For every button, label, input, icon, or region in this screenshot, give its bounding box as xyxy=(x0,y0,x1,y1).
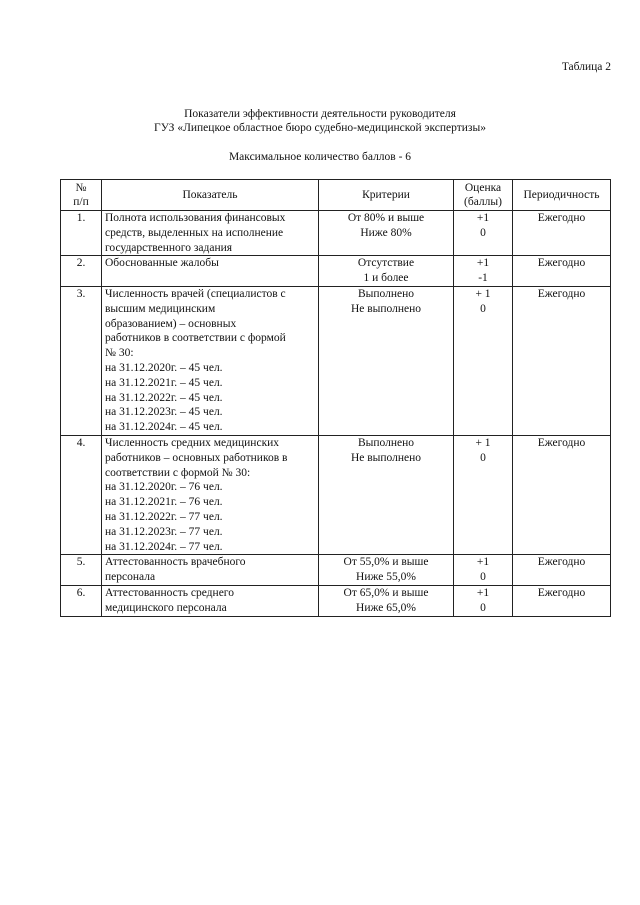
criteria-cell-line: 1 и более xyxy=(363,272,409,285)
header-score: Оценка (баллы) xyxy=(454,180,513,211)
table-row xyxy=(61,555,611,586)
criteria-cell-line: Выполнено xyxy=(357,287,415,300)
table-row xyxy=(61,435,611,554)
criteria-cell-line: От 55,0% и выше xyxy=(343,556,429,569)
header-criteria: Критерии xyxy=(319,180,454,211)
indicator-cell-line: средств, выделенных на исполнение xyxy=(105,226,284,239)
indicator-cell-line: на 31.12.2024г. – 77 чел. xyxy=(105,540,223,553)
row-number-cell: 1. xyxy=(61,211,102,256)
row-number-cell: 2. xyxy=(61,256,102,287)
header-periodicity: Периодичность xyxy=(513,180,611,211)
score-cell-line: + 1 xyxy=(475,436,491,449)
periodicity-cell: Ежегодно xyxy=(513,256,611,287)
indicator-cell-line: № 30: xyxy=(105,347,134,360)
table-row xyxy=(61,286,611,435)
document-title xyxy=(0,107,640,135)
criteria-cell-line: Ниже 80% xyxy=(360,226,412,239)
row-number-cell: 3. xyxy=(61,286,102,435)
criteria-cell-line: Не выполнено xyxy=(350,451,422,464)
indicator-cell xyxy=(102,256,319,287)
score-cell-line: 0 xyxy=(480,302,486,315)
score-cell xyxy=(454,211,513,256)
indicator-cell xyxy=(102,585,319,616)
indicator-cell-line: работников – основных работников в xyxy=(105,451,288,464)
indicator-cell-line: на 31.12.2024г. – 45 чел. xyxy=(105,421,223,434)
table-header-row xyxy=(61,180,611,211)
periodicity-cell: Ежегодно xyxy=(513,555,611,586)
score-cell-line: +1 xyxy=(476,586,490,599)
indicator-cell xyxy=(102,286,319,435)
criteria-cell-line: От 80% и выше xyxy=(347,212,425,224)
criteria-cell-line: От 65,0% и выше xyxy=(343,586,429,599)
criteria-cell-line: Не выполнено xyxy=(350,302,422,315)
score-cell-line: + 1 xyxy=(475,287,491,300)
max-score-caption: Максимальное количество баллов - 6 xyxy=(228,151,412,163)
indicator-cell-line: на 31.12.2020г. – 45 чел. xyxy=(105,361,223,374)
row-number-cell: 6. xyxy=(61,585,102,616)
periodicity-cell: Ежегодно xyxy=(513,286,611,435)
score-cell-line: 0 xyxy=(480,451,486,464)
row-number-cell: 5. xyxy=(61,555,102,586)
criteria-cell xyxy=(319,256,454,287)
criteria-cell xyxy=(319,286,454,435)
periodicity-cell: Ежегодно xyxy=(513,435,611,554)
indicator-cell-line: на 31.12.2021г. – 76 чел. xyxy=(105,496,223,509)
score-cell xyxy=(454,286,513,435)
row-number-cell: 4. xyxy=(61,435,102,554)
indicator-cell-line: на 31.12.2023г. – 45 чел. xyxy=(105,406,223,419)
indicator-cell-line: высшим медицинским xyxy=(105,302,216,315)
criteria-cell-line: Выполнено xyxy=(357,436,415,449)
score-cell-line: +1 xyxy=(476,212,490,224)
criteria-cell-line: Ниже 55,0% xyxy=(356,571,416,584)
table-number-label: Таблица 2 xyxy=(561,61,611,73)
criteria-cell-line: Отсутствие xyxy=(357,257,415,270)
indicator-cell-line: на 31.12.2022г. – 45 чел. xyxy=(105,391,223,404)
criteria-cell xyxy=(319,211,454,256)
table-row xyxy=(61,585,611,616)
criteria-cell xyxy=(319,555,454,586)
indicator-cell-line: Обоснованные жалобы xyxy=(105,257,219,270)
score-cell-line: 0 xyxy=(480,571,486,584)
indicator-cell-line: работников в соответствии с формой xyxy=(105,332,286,345)
table-row xyxy=(61,211,611,256)
header-indicator: Показатель xyxy=(102,180,319,211)
indicator-cell-line: Численность средних медицинских xyxy=(105,436,280,449)
indicator-cell-line: Аттестованность врачебного xyxy=(105,556,246,569)
score-cell xyxy=(454,256,513,287)
score-cell xyxy=(454,555,513,586)
indicator-cell-line: персонала xyxy=(105,571,156,584)
indicator-cell-line: на 31.12.2020г. – 76 чел. xyxy=(105,481,223,494)
criteria-cell xyxy=(319,435,454,554)
indicator-cell-line: на 31.12.2021г. – 45 чел. xyxy=(105,376,223,389)
score-cell xyxy=(454,435,513,554)
indicator-cell-line: государственного задания xyxy=(105,241,233,254)
indicator-cell-line: Полнота использования финансовых xyxy=(105,212,286,224)
header-number: № п/п xyxy=(61,180,102,211)
indicator-cell-line: соответствии с формой № 30: xyxy=(105,466,251,479)
indicator-cell-line: Аттестованность среднего xyxy=(105,586,234,599)
indicator-cell-line: Численность врачей (специалистов с xyxy=(105,287,286,300)
criteria-cell-line: Ниже 65,0% xyxy=(356,601,416,614)
periodicity-cell: Ежегодно xyxy=(513,211,611,256)
score-cell-line: 0 xyxy=(480,226,486,239)
indicator-cell xyxy=(102,555,319,586)
score-cell-line: 0 xyxy=(480,601,486,614)
periodicity-cell: Ежегодно xyxy=(513,585,611,616)
indicator-cell-line: образованием) – основных xyxy=(105,317,237,330)
indicator-cell-line: на 31.12.2023г. – 77 чел. xyxy=(105,525,223,538)
score-cell-line: +1 xyxy=(476,556,490,569)
score-cell-line: -1 xyxy=(478,272,488,285)
indicators-table xyxy=(60,179,611,617)
indicator-cell-line: на 31.12.2022г. – 77 чел. xyxy=(105,510,223,523)
indicator-cell xyxy=(102,211,319,256)
indicator-cell-line: медицинского персонала xyxy=(105,601,227,614)
table-row xyxy=(61,256,611,287)
criteria-cell xyxy=(319,585,454,616)
indicator-cell xyxy=(102,435,319,554)
score-cell-line: +1 xyxy=(476,257,490,270)
title-line-2: ГУЗ «Липецкое областное бюро судебно-медицинской экспертизы» xyxy=(154,122,486,134)
score-cell xyxy=(454,585,513,616)
title-line-1: Показатели эффективности деятельности руководителя xyxy=(184,108,456,120)
table-body xyxy=(61,211,611,617)
